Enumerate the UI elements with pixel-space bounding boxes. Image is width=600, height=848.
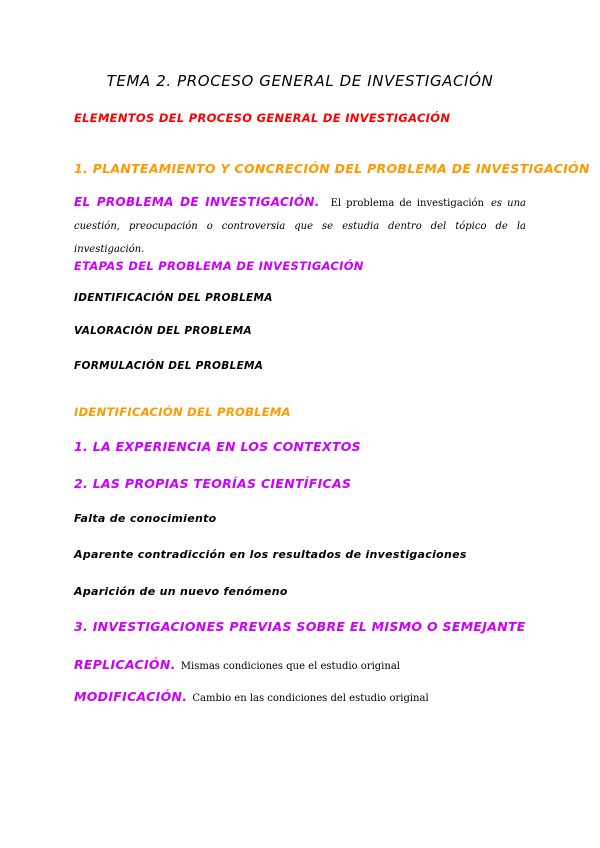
stage-item: VALORACIÓN DEL PROBLEMA — [74, 325, 252, 337]
section-heading: ELEMENTOS DEL PROCESO GENERAL DE INVESTIGACIÓN — [74, 111, 451, 125]
modification-text: Cambio en las condiciones del estudio original — [192, 693, 429, 704]
problem-definition-paragraph — [74, 191, 526, 260]
point-1-heading: 1. PLANTEAMIENTO Y CONCRECIÓN DEL PROBLEMA DE INVESTIGACIÓN — [74, 161, 590, 176]
identification-heading: IDENTIFICACIÓN DEL PROBLEMA — [74, 405, 291, 419]
theory-item: Falta de conocimiento — [74, 512, 217, 525]
identification-point-1: 1. LA EXPERIENCIA EN LOS CONTEXTOS — [74, 439, 361, 454]
identification-point-2: 2. LAS PROPIAS TEORÍAS CIENTÍFICAS — [74, 476, 352, 491]
modification-lead: MODIFICACIÓN. — [74, 689, 188, 704]
theory-item: Aparición de un nuevo fenómeno — [74, 585, 288, 598]
stage-item: IDENTIFICACIÓN DEL PROBLEMA — [74, 292, 273, 304]
replication-text: Mismas condiciones que el estudio original — [180, 661, 400, 672]
replication-line — [74, 654, 400, 673]
replication-lead: REPLICACIÓN. — [74, 657, 176, 672]
identification-point-3: 3. INVESTIGACIONES PREVIAS SOBRE EL MISMO O SEMEJANTE — [74, 619, 526, 634]
page-title: TEMA 2. PROCESO GENERAL DE INVESTIGACIÓN — [106, 72, 494, 90]
problem-text-italic: es una cuestión, preocupación o controversia que se estudia dentro del tópico de la investigación. — [74, 198, 526, 255]
theory-item: Aparente contradicción en los resultados de investigaciones — [74, 548, 467, 561]
modification-line — [74, 686, 429, 705]
problem-text-plain: El problema de investigación — [330, 198, 484, 209]
stages-heading: ETAPAS DEL PROBLEMA DE INVESTIGACIÓN — [74, 259, 364, 273]
stage-item: FORMULACIÓN DEL PROBLEMA — [74, 360, 264, 372]
problem-lead: EL PROBLEMA DE INVESTIGACIÓN. — [74, 195, 320, 209]
